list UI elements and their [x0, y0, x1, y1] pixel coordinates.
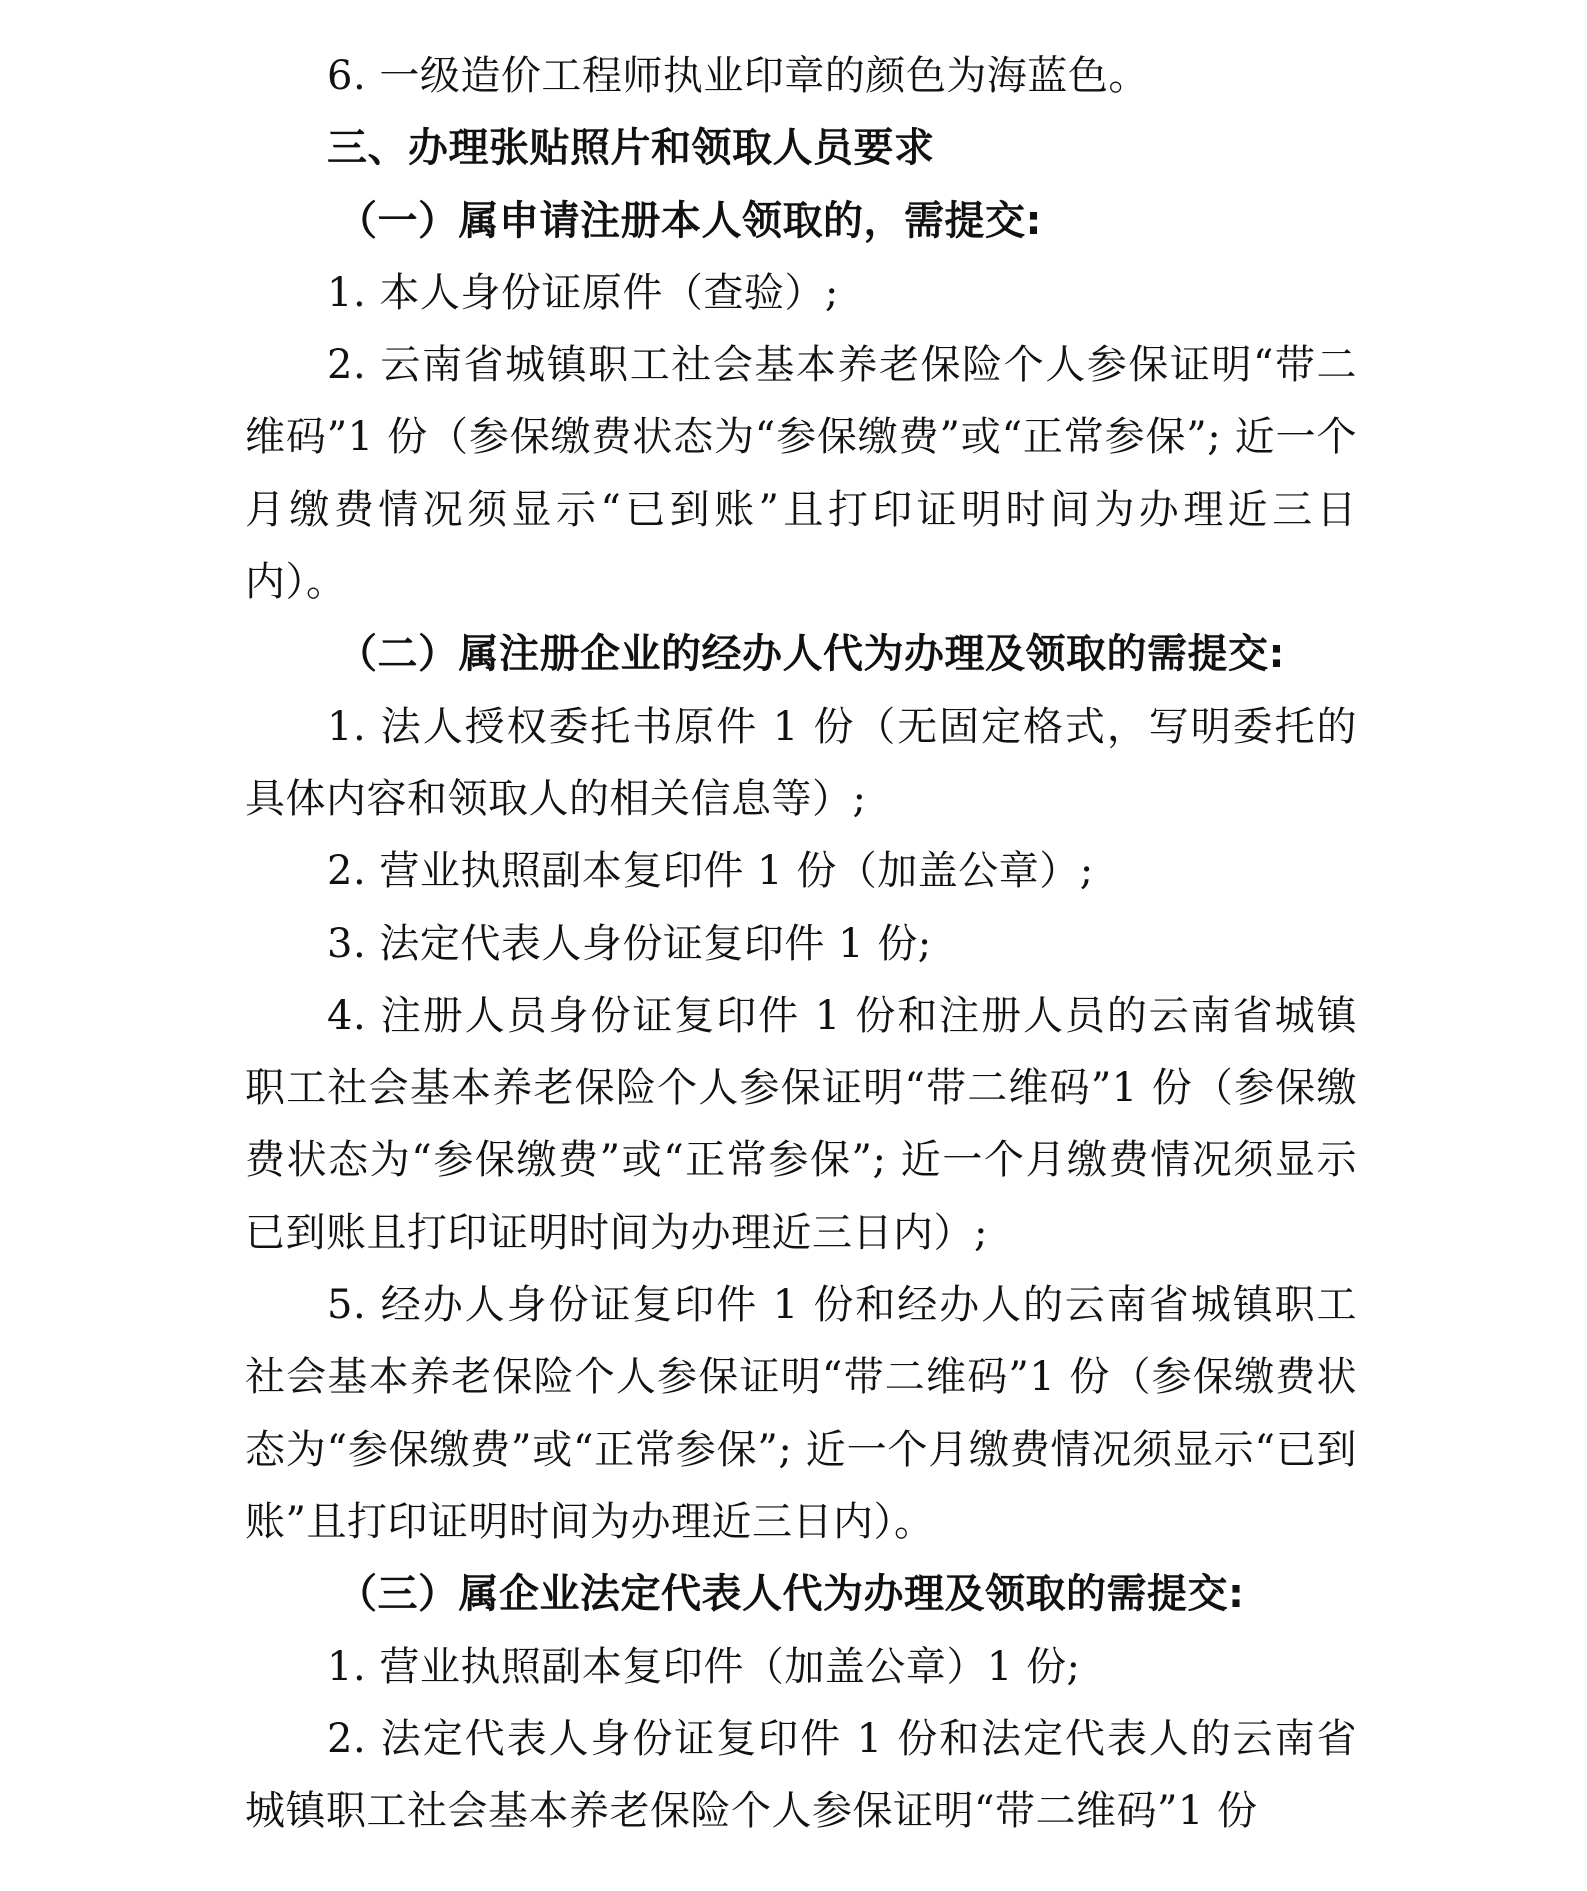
paragraph-item: 3. 法定代表人身份证复印件 1 份; [327, 920, 932, 967]
paragraph-item: 4. 注册人员身份证复印件 1 份和注册人员的云南省城镇职工社会基本养老保险个人参保证明“带二维码”1 份（参保缴费状态为“参保缴费”或“正常参保”; 近一个月缴费情况须显示已到账且打印证明时间为办理近三日内）; [245, 992, 1357, 1256]
document-body [245, 40, 1357, 1847]
section-heading-three: 三、办理张贴照片和领取人员要求 [327, 125, 935, 172]
paragraph-item: 1. 营业执照副本复印件（加盖公章）1 份; [327, 1643, 1081, 1690]
paragraph-item: 5. 经办人身份证复印件 1 份和经办人的云南省城镇职工社会基本养老保险个人参保证明“带二维码”1 份（参保缴费状态为“参保缴费”或“正常参保”; 近一个月缴费情况须显示“已到账”且打印证明时间为办理近三日内）。 [245, 1282, 1357, 1545]
paragraph-item: 2. 营业执照副本复印件 1 份（加盖公章）; [327, 848, 1094, 895]
paragraph-item: 1. 本人身份证原件（查验）; [327, 269, 839, 316]
subheading-self-collect: （一）属申请注册本人领取的，需提交: [337, 197, 1042, 244]
paragraph-item: 2. 云南省城镇职工社会基本养老保险个人参保证明“带二维码”1 份（参保缴费状态为“参保缴费”或“正常参保”; 近一个月缴费情况须显示“已到账”且打印证明时间为办理近三日内）。 [245, 342, 1357, 606]
paragraph-item: 1. 法人授权委托书原件 1 份（无固定格式，写明委托的具体内容和领取人的相关信息等）; [245, 703, 1357, 822]
paragraph-item: 2. 法定代表人身份证复印件 1 份和法定代表人的云南省城镇职工社会基本养老保险个人参保证明“带二维码”1 份 [245, 1715, 1357, 1835]
subheading-agent-collect: （二）属注册企业的经办人代为办理及领取的需提交: [337, 631, 1285, 678]
subheading-legal-rep-collect: （三）属企业法定代表人代为办理及领取的需提交: [337, 1571, 1245, 1618]
paragraph-seal-color: 6. 一级造价工程师执业印章的颜色为海蓝色。 [327, 53, 1149, 99]
